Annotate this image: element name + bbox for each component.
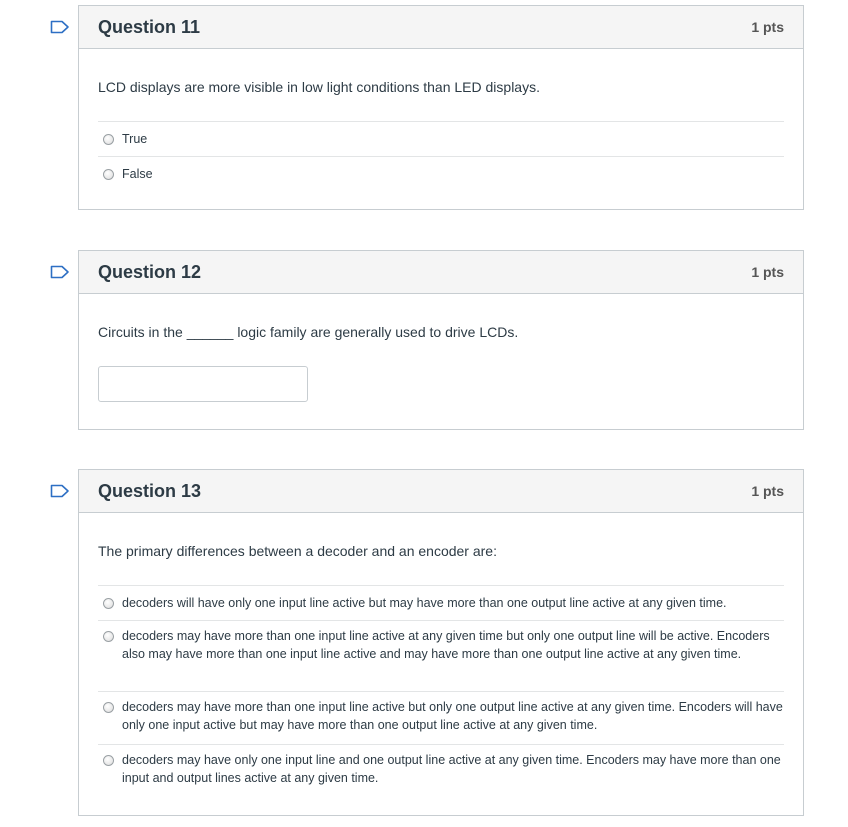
radio-button[interactable] — [103, 598, 114, 609]
radio-button[interactable] — [103, 755, 114, 766]
answer-label: decoders may have only one input line and one output line active at any given time. Encoders may have more than one input and output lines active at any given time. — [122, 753, 781, 785]
answer-option-true[interactable] — [98, 121, 784, 156]
question-title: Question 11 — [98, 16, 201, 37]
flag-question-icon[interactable] — [50, 484, 70, 498]
fill-in-blank-input[interactable] — [98, 366, 308, 402]
answer-label: decoders will have only one input line active but may have more than one output line active at any given time. — [122, 596, 727, 610]
radio-button[interactable] — [103, 169, 114, 180]
question-points: 1 pts — [751, 264, 784, 280]
question-text: LCD displays are more visible in low light conditions than LED displays. — [98, 79, 540, 95]
answer-option-false[interactable] — [98, 156, 784, 191]
answer-option-a[interactable] — [98, 585, 784, 620]
radio-button[interactable] — [103, 134, 114, 145]
question-12 — [78, 250, 804, 430]
question-title: Question 12 — [98, 261, 202, 282]
question-header — [79, 470, 803, 513]
flag-question-icon[interactable] — [50, 20, 70, 34]
blank-marker: ______ — [186, 324, 234, 340]
question-header — [79, 6, 803, 49]
question-body — [79, 513, 803, 797]
question-points: 1 pts — [751, 483, 784, 499]
answer-option-d[interactable] — [98, 744, 784, 797]
answer-list — [98, 585, 784, 797]
question-text-after: logic family are generally used to drive LCDs. — [237, 324, 519, 340]
question-card — [78, 5, 804, 210]
answer-list — [98, 121, 784, 191]
question-card — [78, 250, 804, 430]
answer-option-b[interactable] — [98, 620, 784, 691]
question-header — [79, 251, 803, 294]
question-body — [79, 294, 803, 402]
flag-question-icon[interactable] — [50, 265, 70, 279]
radio-button[interactable] — [103, 702, 114, 713]
question-text — [98, 294, 784, 366]
answer-label: False — [122, 167, 153, 181]
question-title: Question 13 — [98, 480, 202, 501]
question-text-before: Circuits in the — [98, 324, 183, 340]
answer-label: decoders may have more than one input line active at any given time but only one output line will be active. Encoders also may have more than one input line active and may have more than one output line active at any given time. — [122, 629, 770, 661]
answer-label: True — [122, 132, 148, 146]
radio-button[interactable] — [103, 631, 114, 642]
question-points: 1 pts — [751, 19, 784, 35]
question-11 — [78, 5, 804, 210]
question-body — [79, 49, 803, 191]
question-13 — [78, 469, 804, 816]
answer-option-c[interactable] — [98, 691, 784, 744]
answer-label: decoders may have more than one input line active but only one output line active at any given time. Encoders will have only one input active but may have more than one output line active at any given time. — [122, 700, 783, 732]
question-card — [78, 469, 804, 816]
question-text: The primary differences between a decoder and an encoder are: — [98, 543, 497, 559]
